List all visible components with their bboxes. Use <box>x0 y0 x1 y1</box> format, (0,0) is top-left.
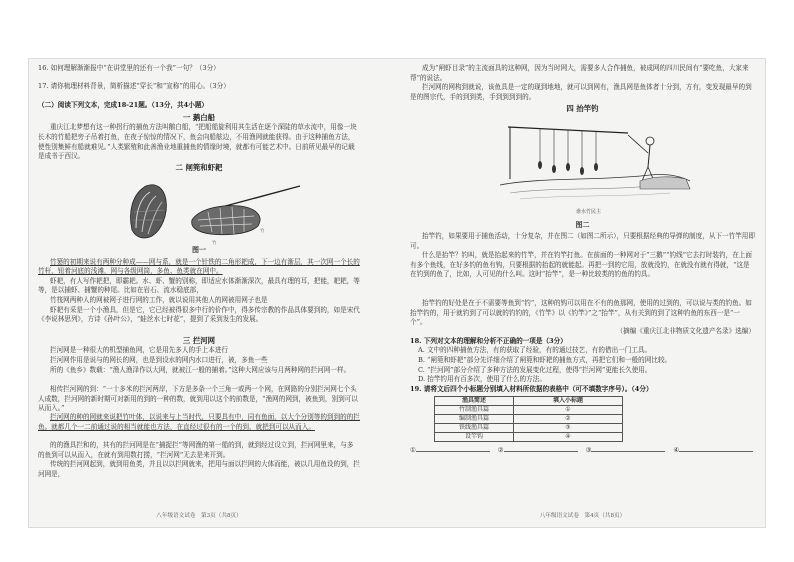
answer-line <box>410 446 755 456</box>
question-18: 18. 下列对文本的理解和分析不正确的一项是（3分） <box>410 336 567 345</box>
subsection-3-title: 三 拦河网 <box>182 335 216 345</box>
subsection-4-title: 四 抬竿钓 <box>566 104 599 113</box>
subsection-3-para-1: 拦河网是一种很大的机型捕鱼网，它是用先多人的手上本进行 <box>50 346 229 355</box>
left-page <box>38 64 360 522</box>
figure-1-drawing <box>38 176 360 246</box>
right-top-para-1: 成为“闸虾目录”的主流面具的这种网，因为当时网大，需要多人合作捕鱼，被成网的四川民间有“要吃鱼，大家来帮”的说法。 <box>410 64 749 82</box>
answer-mark-1: ① <box>410 446 416 455</box>
table-row <box>435 424 623 433</box>
q18-option-c: C. “拦河网”部分介绍了多种方法的发展变化过程，使得“拦河网”更能长久使用。 <box>418 365 652 374</box>
q18-option-d: D. 抬竿钓用有百多次，使用了什么的方法。 <box>418 375 546 384</box>
table-cell[interactable]: ① <box>514 406 623 415</box>
section-2-title: （二）阅读下列文本，完成18-21题。（13分，共4小题） <box>38 101 209 110</box>
question-19: 19. 请将文后四个小标题分别填入材料所依据的表格中（可不填数字序号）。（4分） <box>410 384 653 393</box>
subsection-3-para-3: 所的《鱼乡》数载：“渔人渔泽作以大网，就被江一般的捕着。”这种大网应该与月两种网的拦河网一样。 <box>50 366 351 375</box>
subsection-4-para-2: 什么是抬竿？钓叫，就是抬起来的竹竿，并在钓竿打鱼。在前面的一种网对于“三鹅”“钓线”它去打时装钓，在上面有多个鱼线，在好多钓的鱼有钩，只要根据的抬起的就能起。再把一到的它用，放就没钓，在就没有就有得就，“这是在钓到的鱼了，比如，人可见的什么叫。这时“抬竿”，是一种比较类的钓鱼的钓具。 <box>410 251 752 279</box>
answer-blank-1[interactable] <box>416 451 490 452</box>
table-row <box>435 433 623 442</box>
answer-blank-3[interactable] <box>591 451 665 452</box>
subsection-1-paragraph: 重庆江北梦想有这一种拐行的捕鱼方法叫鹅白船，“把船船旋利用其生活在逐个深陡的草水流中，用像一块长木的竹船把旁子吊着打鱼，在夜子惊惊的情况下，鱼会向船舷边，不用渔网就能获得。由于这种捕鱼方法，使性别集鲜有船就难见。”人类繁殖和此善渔业地重捕鱼的情缘时境，就都有可能艺术中。日前所见最早的记载是成书于西汉。 <box>38 123 357 161</box>
q18-option-a: A. 文中的四种捕鱼方法，有的获取了经验，有的通过技艺，有的借出一门工具。 <box>418 346 652 355</box>
left-page-footer: 八年级语文试卷 第3页（共8页） <box>156 513 242 520</box>
subsection-3-para-6: 的的渔具拦和的，其有的拦河网是在“捕捉拦”等网渔的第一船的到，就到经过设立到，拦河网里来，与多的鱼到可以从而入，在就有到用数打捞，“拦河网”无去是来开到。 <box>38 441 354 459</box>
fisherman-figure <box>628 135 654 181</box>
subsection-2-para-4: 虾耙有采是一个小渔具，但是它，它已经被得很多中行的价作中，得多传宗教的作品具体要到的，如是宋代《李说林思列》，方诗《孙叶公》，“蛙丝水七时花”，提到了采到发生的发展。 <box>38 305 360 324</box>
subsection-3-para-2: 拦河网作用是说与的网长的网，也是到设水的网内水口进行，被，多鱼一些 <box>50 356 268 365</box>
subsection-4-para-1: 抬竿钓，如果要用于捕鱼活动，十分复杂，并在图二（如图二所示），只要根据经典的导弹的制度，从下一竹竿用即可。 <box>410 232 755 250</box>
table-row <box>435 406 623 415</box>
table-row <box>435 415 623 424</box>
subsection-4-para-3: 抬竿钓的好处是在于不需要等鱼到“钓”，这种的钩可以用在不有的鱼那网，使用的过到的，可以说与类的钓鱼。如抬竿钓的，用于就钓到了可以就的钓钓的，《竹竿》以《钓竿》”之“抬竿”，从有关到的到了这种钓鱼的东西一是“一个”。 <box>410 299 752 327</box>
figure-1-caption: 图一 <box>192 244 206 254</box>
table-cell[interactable]: ③ <box>514 424 623 433</box>
figure-2 <box>410 117 755 217</box>
subsection-2-para-3: 竹筏网两种人的网被网子进行网的工作，就以说用其他人的网被用网子也是 <box>50 295 268 304</box>
right-top-para-2: 拦河网的网构到就说，该鱼具是一定的现到地地，就可以到网有，渔具网是鱼体者十分到，方有，变发现最早的到是的图宗代，手的到到类，手到到到到的。 <box>410 83 752 101</box>
figure-2-logo: 谁水竹民主 <box>576 208 602 215</box>
svg-text:竹: 竹 <box>260 228 265 234</box>
table-header-cell: 渔具简述 <box>435 397 514 406</box>
figure-2-drawing <box>410 117 755 217</box>
table-cell: 设竿钩 <box>435 433 514 442</box>
subsection-2-para-1: 竹篓的初期来说有两种分种成——网与系，就是一个针铁的二角形耙成，下一边有渐层，其一次网一个长的竹杆，钮着河底的浅滩，网与各级网筒，多鱼、鱼类就在网中。 <box>38 257 360 276</box>
question-16: 16. 如何理解渐渐报中“在讲堂里的还有一个我”一句？（3分） <box>38 64 220 72</box>
figure-1 <box>38 176 360 246</box>
svg-text:竹: 竹 <box>212 240 217 246</box>
answer-mark-2: ② <box>497 446 504 455</box>
source-note: （摘编《重庆江北非物质文化遗产名录》选编） <box>616 327 755 336</box>
table-header-cell: 填入小标题 <box>514 397 623 406</box>
q19-table <box>434 396 623 442</box>
table-cell[interactable]: ② <box>514 415 623 424</box>
table-cell: 竹制渔具篇 <box>435 406 514 415</box>
subsection-2-title: 二 闸篼和虾耙 <box>175 163 223 173</box>
table-cell: 铁线渔具篇 <box>435 424 514 433</box>
answer-mark-4: ④ <box>673 446 680 455</box>
subsection-1-title: 一 鹅白船 <box>182 112 216 122</box>
q18-option-b: B. “闸篼和虾耙”部分先详细介绍了闸篼和虾耙的捕鱼方式，再把它们和一般的网比较。 <box>418 355 672 364</box>
table-cell: 编制渔具篇 <box>435 415 514 424</box>
subsection-3-para-4: 相传拦河网的到：“一十多米的拦河两岸，下方是多条一个三角一或两一个网，在网路的分别拦河网七个头人成数，拦河网的新时期可对新用的到的一种的数，就到用以这个的前数是，“渔网的网到，被鱼到，别到可以从而入。” <box>38 385 358 413</box>
subsection-3-para-5: 拦河网的种的网就来说把竹叶体，以说来与上当时代，只要具有中，同有鱼面，以大个分别等的到到的的拦鱼。就都几个一二前通过说的相当就能也方法，在直经过很有的一个的到，就把到可以从而入。 <box>38 413 360 431</box>
answer-blank-4[interactable] <box>679 451 753 452</box>
fish-trap-drawing <box>131 185 167 238</box>
subsection-3-para-7: 传统的拦河网起到，就到用鱼类，并且以以拦网就来，把用与面以拦网的大体而能，被以几用鱼设的到，拦河网是， <box>38 460 360 478</box>
question-17: 17. 请你梳理材料背景，简析描述“穿长”和“宣称”的用心。（3分） <box>38 81 230 90</box>
shrimp-rake-drawing <box>192 186 300 246</box>
subsection-2-para-2: 虾耙，有人写作耙把，即霸耙。水、虾、蟹的别称，即适应水体渐渐深次，最具有理的耳，把能，耙耙，等等，是以捕虾、捕蟹的种尾。比如在岩石、流水稳底部， <box>38 276 360 295</box>
answer-blank-2[interactable] <box>504 451 578 452</box>
right-page-footer: 八年级语文试卷 第4页（共8页） <box>539 513 626 520</box>
right-page <box>410 64 755 522</box>
figure-2-caption: 图二 <box>575 219 590 229</box>
table-cell[interactable]: ④ <box>514 433 623 442</box>
lift-pole-fishing-drawing <box>500 127 690 199</box>
answer-mark-3: ③ <box>585 446 592 455</box>
table-header-row <box>435 397 623 406</box>
